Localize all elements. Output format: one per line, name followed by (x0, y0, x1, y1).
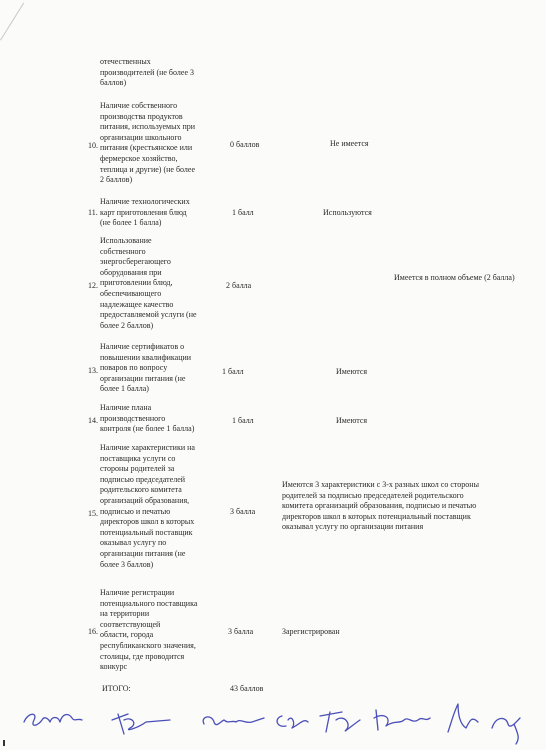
result-line: родителей за подписью председателей родительского (282, 490, 464, 500)
desc-line: Наличие технологических (100, 197, 190, 206)
desc-line: подписью председателей (100, 474, 186, 484)
criterion-desc (100, 236, 212, 331)
desc-line: питания, используемых при (100, 122, 196, 132)
desc-line: столицы, где проводится (100, 651, 185, 661)
desc-line: Наличие регистрации (100, 588, 175, 597)
desc-line: организации питания (не (100, 548, 186, 558)
desc-line: надлежащее качество (100, 299, 174, 309)
criterion-desc (100, 197, 212, 229)
row-number: 10. (88, 141, 98, 150)
row-result (282, 480, 504, 533)
row-number: 13. (88, 366, 98, 375)
desc-line: потенциальный поставщик (100, 527, 193, 537)
result-line: оказывал услугу по организации питания (282, 522, 424, 532)
row-result: Не имеется (330, 139, 369, 148)
result-line: директоров школ в которых потенциальный поставщик (282, 511, 471, 521)
desc-line: производителей (не более 3 (100, 67, 194, 77)
signature-6 (374, 710, 430, 730)
row-score: 1 балл (222, 367, 244, 376)
signature-7 (448, 704, 478, 732)
desc-line: оказывал услугу по (100, 538, 167, 548)
scan-artifact-line (0, 3, 24, 41)
row-score: 2 балла (226, 281, 252, 290)
row-number: 11. (88, 208, 98, 217)
desc-line: контроля (не более 1 балла) (100, 424, 195, 434)
scan-mark (3, 740, 5, 746)
desc-line: питания (крестьянское или (100, 143, 193, 153)
desc-line: республиканского значения, (100, 640, 196, 650)
desc-line: оборудования при (100, 267, 162, 277)
signature-5 (320, 712, 360, 732)
signature-8 (492, 718, 520, 744)
desc-line: 2 баллов) (100, 175, 133, 185)
criterion-desc (100, 403, 212, 435)
desc-line: поставщика услуги со (100, 453, 176, 463)
row-result: Используются (323, 208, 372, 217)
desc-line: конкурс (100, 662, 128, 672)
desc-line: собственного (100, 246, 146, 256)
row-result: Имеются (336, 367, 368, 376)
desc-line: карт приготовления блюд (100, 207, 187, 217)
row-result: Имеется в полном объеме (2 балла) (394, 273, 515, 282)
desc-line: энергосберегающего (100, 257, 171, 267)
desc-line: фермерское хозяйство, (100, 153, 178, 163)
desc-line: отечественных (100, 57, 151, 66)
desc-line: директоров школ в которых (100, 517, 195, 527)
row-result: Зарегистрирован (282, 627, 340, 636)
desc-line: организации школьного (100, 132, 182, 142)
desc-line: Использование (100, 236, 152, 245)
total-score: 43 баллов (230, 684, 264, 693)
signature-4 (277, 716, 308, 728)
desc-line: (не более 1 балла) (100, 218, 162, 228)
desc-line: организации питания (не (100, 373, 186, 383)
criterion-desc (100, 588, 212, 673)
desc-line: более 1 балла) (100, 384, 149, 394)
desc-line: баллов) (100, 78, 127, 88)
desc-line: теплица и другие) (не более (100, 164, 196, 174)
result-line: Имеются 3 характеристики с 3-х разных школ со стороны (282, 480, 479, 489)
signature-3 (203, 717, 264, 725)
row-score: 1 балл (232, 208, 254, 217)
row-score: 3 балла (230, 507, 256, 516)
desc-line: организаций образования, (100, 495, 190, 505)
desc-line: соответствующей (100, 619, 161, 629)
desc-line: более 2 баллов) (100, 320, 154, 330)
criterion-desc (100, 342, 212, 395)
desc-line: обеспечивающего (100, 288, 162, 298)
result-line: комитета организаций образования, подписью и печатью (282, 501, 477, 511)
signatures (20, 694, 546, 750)
desc-line: области, города (100, 630, 154, 640)
signature-2 (112, 714, 170, 734)
desc-line: предоставляемой услуги (не (100, 310, 197, 320)
desc-line: приготовлении блюд, (100, 278, 173, 288)
row-number: 16. (88, 627, 98, 636)
row-number: 15. (88, 509, 98, 518)
desc-line: поваров по вопросу (100, 363, 168, 373)
desc-line: производства продуктов (100, 111, 183, 121)
desc-line: подписью и печатью (100, 506, 171, 516)
criterion-desc (100, 101, 212, 186)
desc-line: более 3 баллов) (100, 559, 154, 569)
desc-line: родительского комитета (100, 485, 182, 495)
row-score: 0 баллов (230, 140, 260, 149)
desc-line: на территории (100, 609, 150, 619)
desc-line: Наличие характеристики на (100, 443, 195, 452)
signature-1 (24, 714, 82, 725)
row-result: Имеются (336, 416, 368, 425)
criterion-desc (100, 443, 212, 570)
desc-line: стороны родителей за (100, 464, 175, 474)
row-number: 12. (88, 281, 98, 290)
row-score: 1 балл (232, 416, 254, 425)
criterion-desc (100, 57, 212, 89)
desc-line: повышении квалификации (100, 352, 192, 362)
desc-line: потенциального поставщика (100, 598, 198, 608)
signature-scribbles (20, 694, 546, 750)
total-label: ИТОГО: (102, 684, 131, 693)
row-score: 3 балла (228, 627, 254, 636)
desc-line: Наличие собственного (100, 101, 178, 110)
desc-line: Наличие плана (100, 403, 152, 412)
desc-line: Наличие сертификатов о (100, 342, 185, 351)
row-number: 14. (88, 416, 98, 425)
desc-line: производственного (100, 413, 166, 423)
